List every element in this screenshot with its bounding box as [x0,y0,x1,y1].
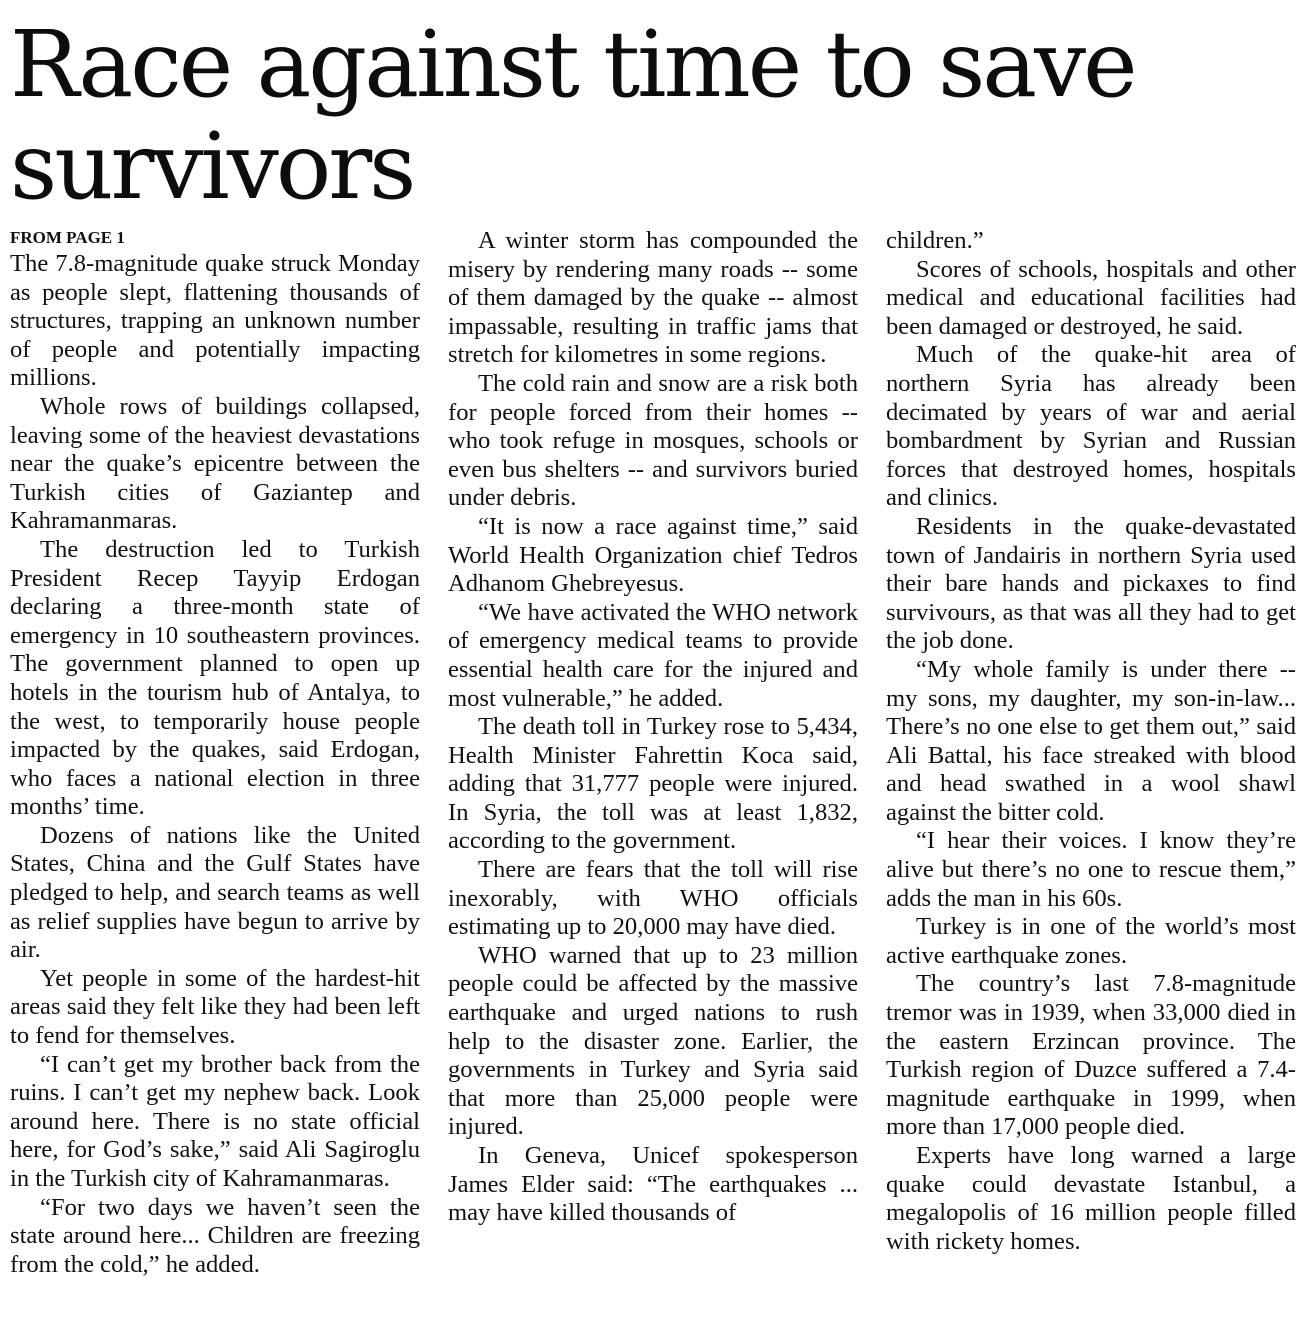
paragraph: “It is now a race against time,” said World Health Organization chief Tedros Adhanom Ghebreyesus. [448,512,858,598]
paragraph: Whole rows of buildings collapsed, leaving some of the heaviest devastations near the quake’s epicentre between the Turkish cities of Gaziantep and Kahramanmaras. [10,392,420,535]
paragraph: Turkey is in one of the world’s most active earthquake zones. [886,913,1296,969]
paragraph: WHO warned that up to 23 million people could be affected by the massive earthquake and urged nations to rush help to the disaster zone. Earlier, the governments in Turkey and Syria said that more than 25,000 people were injured. [448,941,858,1141]
paragraph: “My whole family is under there -- my sons, my daughter, my son-in-law... There’s no one else to get them out,” said Ali Battal, his face streaked with blood and head swathed in a wool shawl against the bitter cold. [886,655,1296,826]
paragraph: A winter storm has compounded the misery by rendering many roads -- some of them damaged by the quake -- almost impassable, resulting in traffic jams that stretch for kilometres in some regions. [448,227,858,369]
headline: Race against time to save survivors [10,11,1135,220]
paragraph: The country’s last 7.8-magnitude tremor was in 1939, when 33,000 died in the eastern Erzincan province. The Turkish region of Duzce suffered a 7.4-magnitude earthquake in 1999, when more than 17,000 people died. [886,970,1296,1141]
paragraph: “For two days we haven’t seen the state around here... Children are freezing from the cold,” he added. [10,1193,420,1278]
article-column-1 [10,250,420,1279]
paragraph: “I can’t get my brother back from the ruins. I can’t get my nephew back. Look around here. There is no state official here, for God’s sake,” said Ali Sagiroglu in the Turkish city of Kahramanmaras. [10,1050,420,1192]
paragraph: The cold rain and snow are a risk both for people forced from their homes -- who took refuge in mosques, schools or even bus shelters -- and survivors buried under debris. [448,369,858,512]
paragraph: Much of the quake-hit area of northern Syria has already been decimated by years of war and aerial bombardment by Syrian and Russian forces that destroyed homes, hospitals and clinics. [886,341,1296,512]
paragraph: The destruction led to Turkish President Recep Tayyip Erdogan declaring a three-month state of emergency in 10 southeastern provinces. The government planned to open up hotels in the tourism hub of Antalya, to the west, to temporarily house people impacted by the quakes, said Erdogan, who faces a national election in three months’ time. [10,535,420,821]
paragraph: In Geneva, Unicef spokesperson James Elder said: “The earthquakes ... may have killed thousands of [448,1142,858,1227]
paragraph: Dozens of nations like the United States, China and the Gulf States have pledged to help, and search teams as well as relief supplies have begun to arrive by air. [10,821,420,964]
paragraph: Scores of schools, hospitals and other medical and educational facilities had been damaged or destroyed, he said. [886,255,1296,340]
article-column-3 [886,227,1296,1256]
continuation-label: FROM PAGE 1 [10,228,125,247]
paragraph: children.” [886,227,984,254]
paragraph: The 7.8-magnitude quake struck Monday as people slept, flattening thousands of structures, trapping an unknown number of people and potentially impacting millions. [10,250,420,392]
paragraph: The death toll in Turkey rose to 5,434, Health Minister Fahrettin Koca said, adding that 31,777 people were injured. In Syria, the toll was at least 1,832, according to the government. [448,713,858,855]
article-column-2 [448,227,858,1228]
paragraph: “We have activated the WHO network of emergency medical teams to provide essential health care for the injured and most vulnerable,” he added. [448,598,858,712]
paragraph: Experts have long warned a large quake could devastate Istanbul, a megalopolis of 16 million people filled with rickety homes. [886,1142,1296,1255]
paragraph: There are fears that the toll will rise inexorably, with WHO officials estimating up to 20,000 may have died. [448,856,858,941]
paragraph: “I hear their voices. I know they’re alive but there’s no one to rescue them,” adds the man in his 60s. [886,827,1296,912]
paragraph: Yet people in some of the hardest-hit areas said they felt like they had been left to fend for themselves. [10,964,420,1050]
paragraph: Residents in the quake-devastated town of Jandairis in northern Syria used their bare hands and pickaxes to find survivours, as that was all they had to get the job done. [886,512,1296,655]
